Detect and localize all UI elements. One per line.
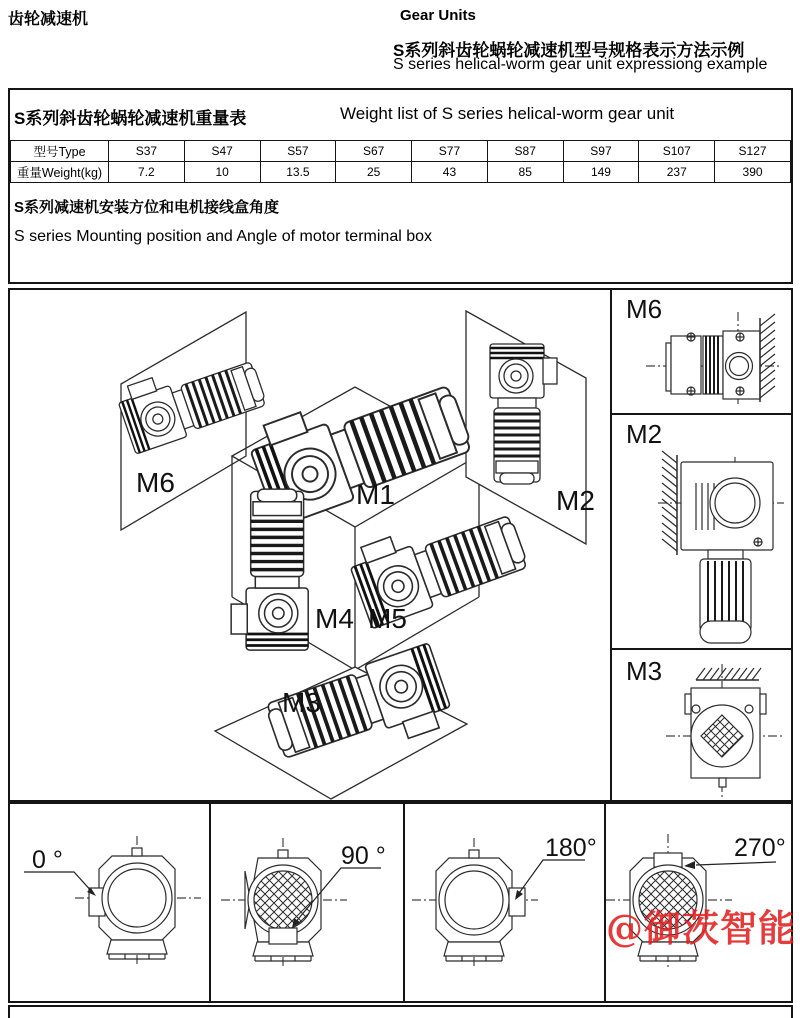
next-section-box (8, 1005, 793, 1018)
model-cell: S67 (336, 141, 412, 162)
mounting-diagram-box (8, 288, 793, 802)
label-m1: M1 (356, 479, 395, 510)
angle-270-label: 270° (734, 834, 786, 862)
angle-90-drawing (211, 804, 403, 1001)
angle-180-label: 180° (545, 834, 597, 862)
isometric-diagram (10, 290, 610, 800)
weight-cell: 390 (715, 162, 791, 183)
col-header-weight: 重量Weight(kg) (11, 162, 109, 183)
m3-side-drawing (612, 650, 791, 800)
weight-title-cn: S系列斜齿轮蜗轮减速机重量表 (14, 109, 247, 128)
weight-cell: 13.5 (260, 162, 336, 183)
angle-0-label: 0 ° (32, 846, 63, 874)
mounting-title-cn: S系列减速机安装方位和电机接线盒角度 (14, 199, 280, 216)
wall-hatch (760, 314, 775, 398)
label-m6: M6 (136, 467, 175, 498)
model-cell: S37 (109, 141, 185, 162)
mounting-title-en: S series Mounting position and Angle of motor terminal box (14, 228, 433, 245)
page-title-en: Gear Units (400, 7, 476, 24)
isometric-diagram-drawing (10, 290, 610, 800)
watermark: @御茨智能 (606, 906, 796, 950)
side-panel-m6-label: M6 (626, 294, 663, 324)
weight-cell: 149 (563, 162, 639, 183)
label-m5: M5 (368, 603, 407, 634)
weight-cell: 25 (336, 162, 412, 183)
subtitle-cn: S系列斜齿轮蜗轮减速机型号规格表示方法示例 (393, 41, 745, 60)
angle-panel-90 (211, 804, 405, 1001)
angle-panel-0 (10, 804, 211, 1001)
side-view-column (610, 290, 791, 800)
m2-side-drawing (612, 415, 791, 646)
model-cell: S47 (184, 141, 260, 162)
weight-cell: 85 (487, 162, 563, 183)
weight-cell: 7.2 (109, 162, 185, 183)
model-cell: S87 (487, 141, 563, 162)
ceiling-hatch (696, 668, 761, 680)
weight-title-en: Weight list of S series helical-worm gear unit (340, 104, 675, 123)
gearmotor-m4 (231, 489, 308, 650)
m6-side-drawing (612, 290, 791, 411)
side-panel-m6 (612, 290, 791, 415)
weight-section-box (8, 88, 793, 284)
side-panel-m3 (612, 650, 791, 800)
weight-cell: 237 (639, 162, 715, 183)
angle-0-drawing (10, 804, 209, 1001)
label-m3: M3 (282, 687, 321, 718)
table-row-models (11, 141, 791, 162)
angle-panel-180 (405, 804, 606, 1001)
subtitle-en: S series helical-worm gear unit expressiong example (393, 56, 768, 73)
weight-cell: 43 (412, 162, 488, 183)
model-cell: S57 (260, 141, 336, 162)
model-cell: S107 (639, 141, 715, 162)
model-cell: S97 (563, 141, 639, 162)
side-panel-m2 (612, 415, 791, 650)
weight-table (10, 140, 791, 183)
weight-cell: 10 (184, 162, 260, 183)
side-panel-m2-label: M2 (626, 419, 663, 449)
table-row-weights (11, 162, 791, 183)
page-title-cn: 齿轮减速机 (8, 11, 89, 28)
col-header-type: 型号Type (11, 141, 109, 162)
side-panel-m3-label: M3 (626, 656, 663, 686)
angle-180-drawing (405, 804, 604, 1001)
label-m4: M4 (315, 603, 354, 634)
model-cell: S77 (412, 141, 488, 162)
angle-90-label: 90 ° (341, 842, 386, 870)
model-cell: S127 (715, 141, 791, 162)
label-m2: M2 (556, 485, 595, 516)
wall-hatch (662, 451, 677, 551)
